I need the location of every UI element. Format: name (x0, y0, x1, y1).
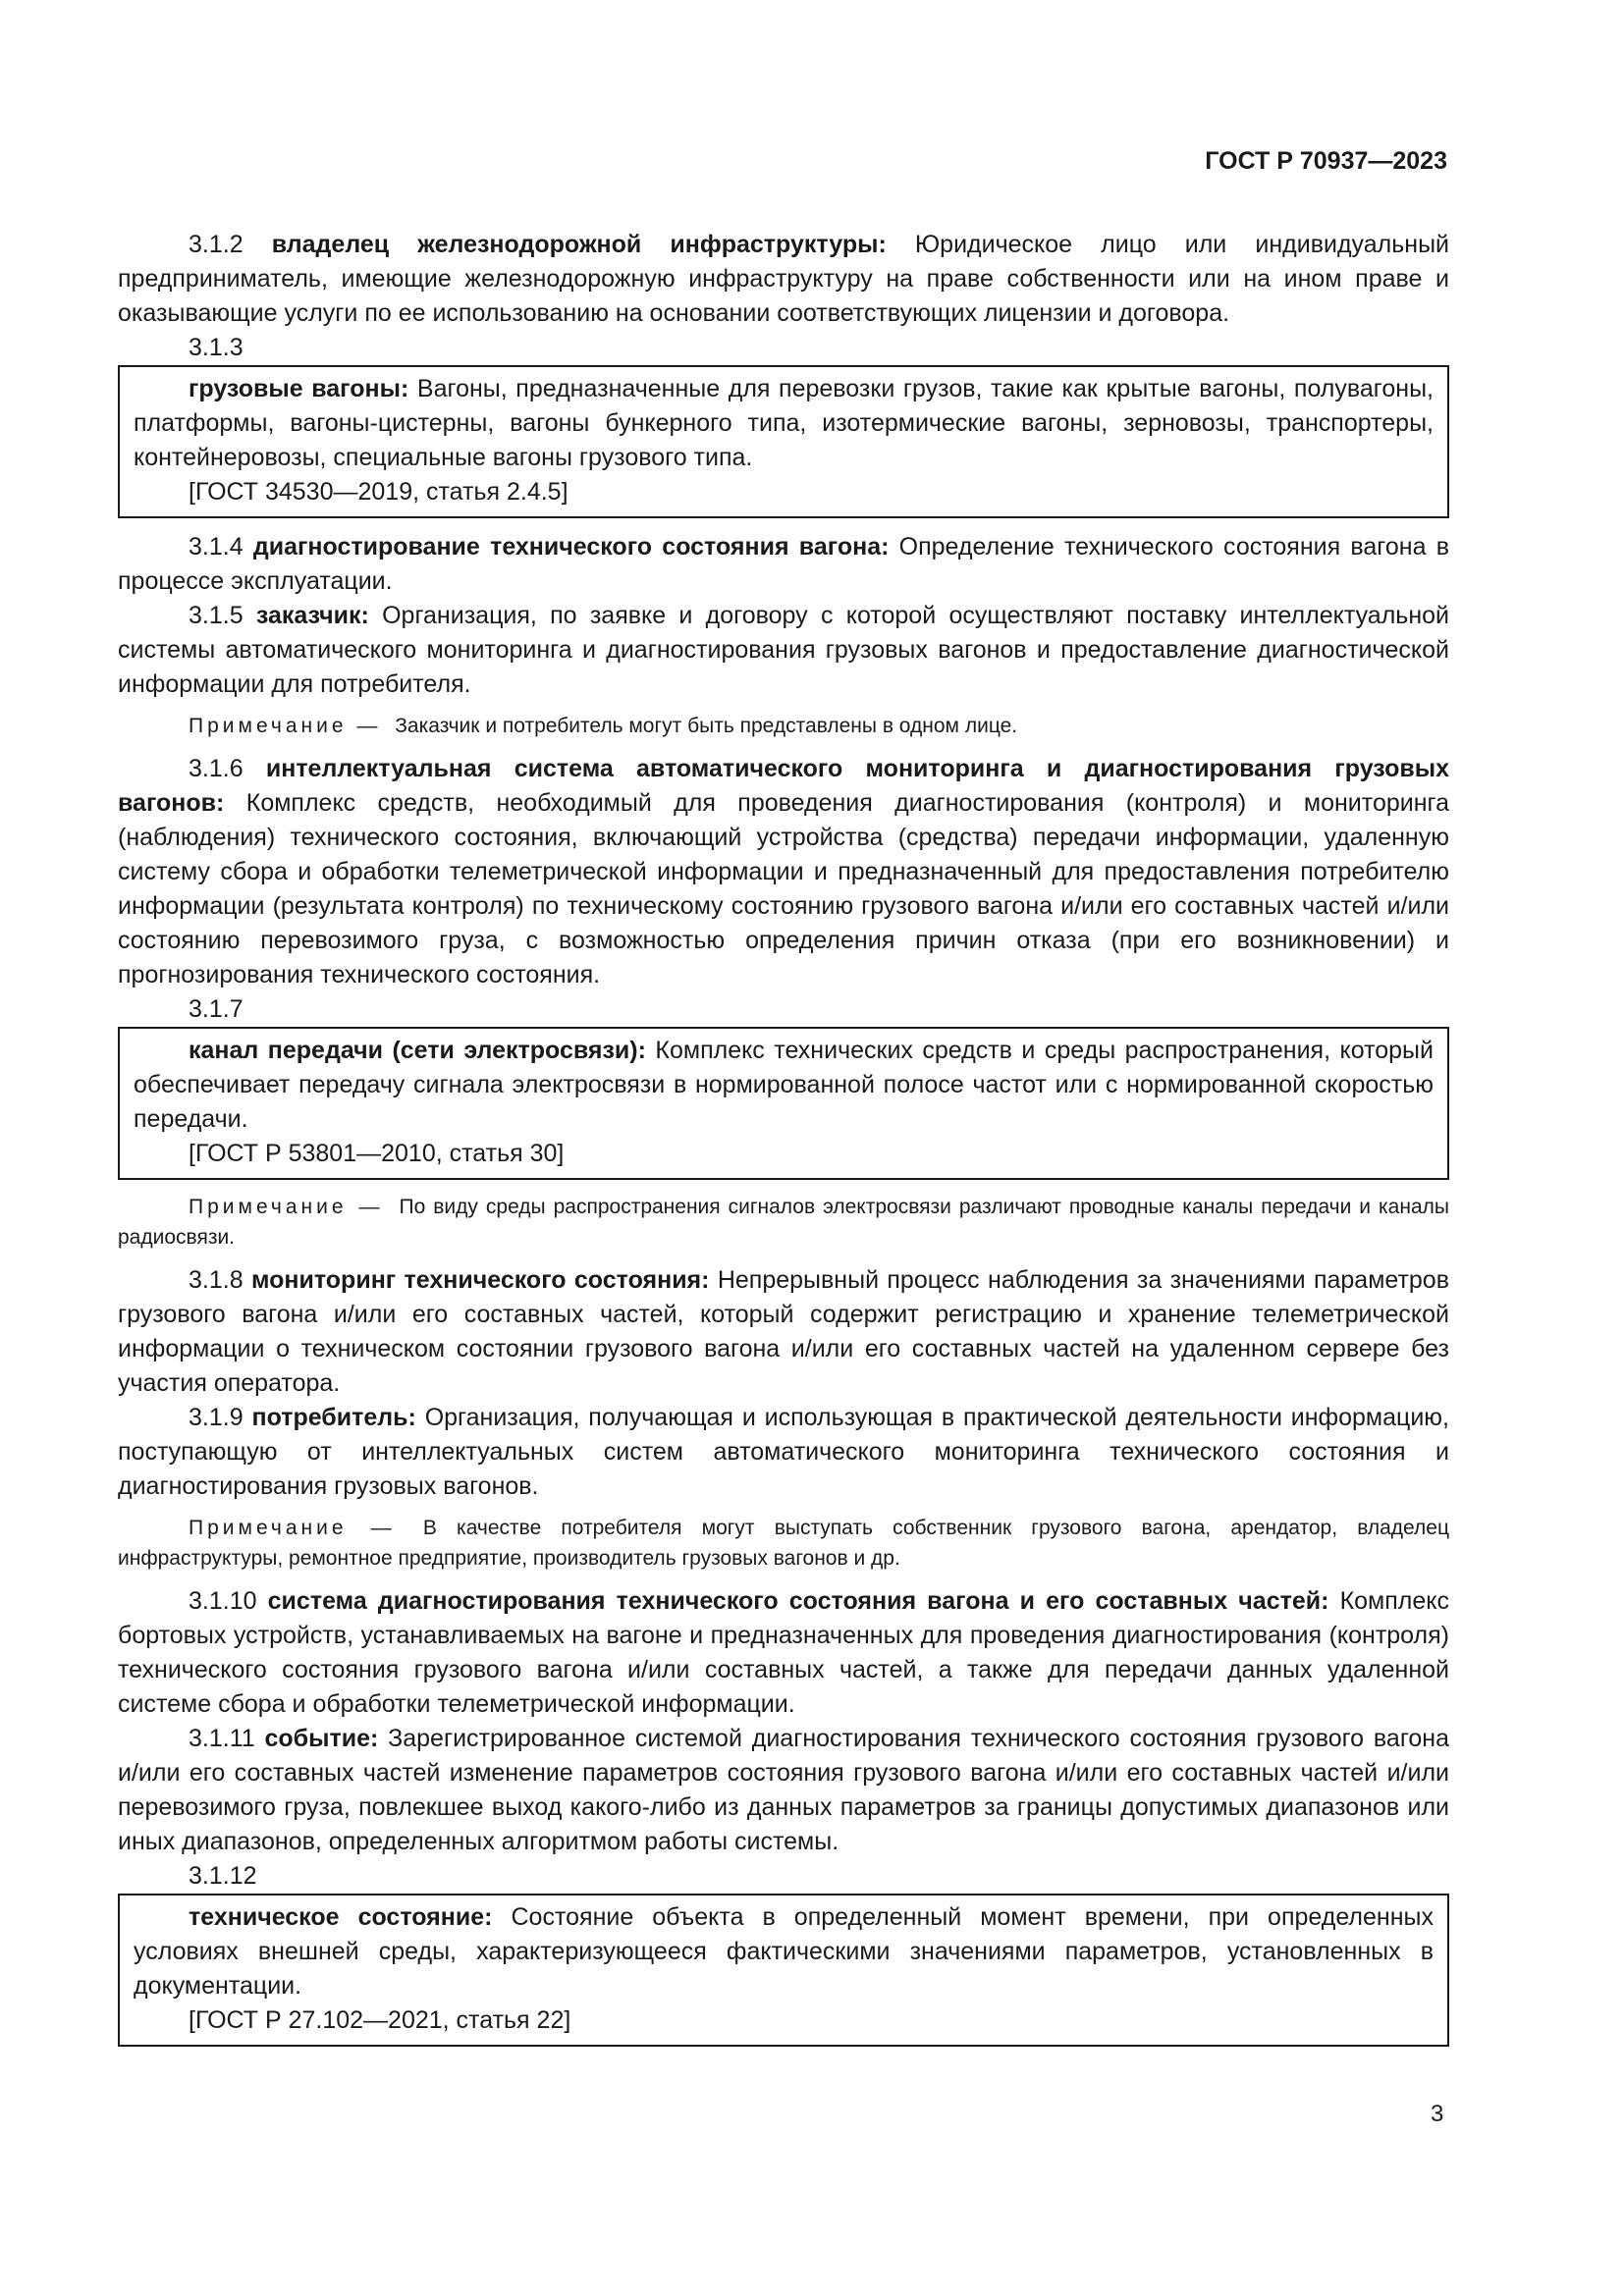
note-label: Примечание — (189, 1517, 396, 1539)
term-3-1-4 (118, 530, 1449, 599)
term-number: 3.1.5 (189, 602, 244, 629)
note-label: Примечание — (189, 715, 382, 737)
term-title: канал передачи (сети электросвязи): (189, 1037, 646, 1064)
term-number: 3.1.8 (189, 1266, 244, 1294)
term-definition: Вагоны, предназначенные для перевозки грузов, такие как крытые вагоны, полувагоны, платформы, вагоны-цистерны, вагоны бункерного типа, изотермические вагоны, зерновозы, транспортеры, контейнеровозы, специальные вагоны грузового типа. (134, 375, 1434, 471)
term-title: заказчик: (255, 602, 369, 629)
note-text: По виду среды распространения сигналов электросвязи различают проводные каналы передачи и каналы радиосвязи. (118, 1196, 1449, 1249)
term-definition: Организация, по заявке и договору с которой осуществляют поставку интеллектуальной системы автоматического мониторинга и диагностирования грузовых вагонов и предоставление диагностической информации для потребителя. (118, 602, 1449, 698)
page-number: 3 (1431, 2101, 1444, 2127)
term-number: 3.1.4 (189, 533, 244, 561)
term-title: диагностирование технического состояния вагона: (252, 533, 890, 561)
quoted-term-3-1-3 (134, 372, 1434, 475)
term-3-1-11 (118, 1722, 1449, 1859)
term-3-1-6 (118, 752, 1449, 992)
main-content (118, 228, 1449, 2058)
note-3 (118, 1513, 1449, 1574)
note-1 (118, 711, 1449, 741)
term-title: событие: (264, 1725, 379, 1752)
term-source: [ГОСТ Р 27.102—2021, статья 22] (189, 2006, 571, 2034)
term-definition: Зарегистрированное системой диагностирования технического состояния грузового вагона и/или его составных частей изменение параметров состояния грузового вагона и/или его составных частей и/или перевозимого груза, повлекшее выход какого-либо из данных параметров за границы допустимых диапазонов или иных диапазонов, определенных алгоритмом работы системы. (118, 1725, 1450, 1855)
term-definition: Определение технического состояния вагона в процессе эксплуатации. (118, 533, 1449, 595)
term-title: техническое состояние: (189, 1903, 493, 1931)
term-number-3-1-7: 3.1.7 (189, 995, 244, 1023)
term-definition: Комплекс средств, необходимый для проведения диагностирования (контроля) и мониторинга (наблюдения) технического состояния, включающий устройства (средства) передачи информации, удаленную систему сбора и обработки телеметрической информации и предназначенный для предоставления потребителю информации (результата контроля) по техническому состоянию грузового вагона и/или его составных частей и/или состоянию перевозимого груза, с возможностью определения причин отказа (при его возникновении) и прогнозирования технического состояния. (118, 789, 1449, 988)
term-title: грузовые вагоны: (189, 375, 409, 402)
standard-code: ГОСТ Р 70937—2023 (1205, 147, 1447, 175)
term-title: владелец железнодорожной инфраструктуры: (271, 231, 887, 258)
term-3-1-5 (118, 599, 1449, 702)
term-3-1-8 (118, 1263, 1449, 1401)
term-definition: Непрерывный процесс наблюдения за значениями параметров грузового вагона и/или его составных частей, который содержит регистрацию и хранение телеметрической информации о техническом состоянии грузового вагона и/или его составных частей на удаленном сервере без участия оператора. (118, 1266, 1449, 1397)
quoted-term-3-1-12 (134, 1900, 1434, 2003)
term-title: потребитель: (251, 1404, 416, 1431)
term-definition: Юридическое лицо или индивидуальный предприниматель, имеющие железнодорожную инфраструктуру на праве собственности или на ином праве и оказывающие услуги по ее использованию на основании соответствующих лицензии и договора. (118, 231, 1450, 327)
term-number-3-1-12: 3.1.12 (189, 1862, 257, 1890)
term-title: мониторинг технического состояния: (250, 1266, 710, 1294)
note-label: Примечание — (189, 1196, 384, 1218)
term-3-1-2 (118, 228, 1449, 331)
quoted-term-box-3-1-7 (118, 1027, 1449, 1180)
quoted-term-3-1-7 (134, 1034, 1434, 1137)
note-2 (118, 1192, 1449, 1253)
term-source: [ГОСТ 34530—2019, статья 2.4.5] (189, 478, 568, 506)
term-definition: Комплекс технических средств и среды распространения, который обеспечивает передачу сигнала электросвязи в нормированной полосе частот или с нормированной скоростью передачи. (134, 1037, 1434, 1133)
term-title: система диагностирования технического состояния вагона и его составных частей: (267, 1587, 1329, 1615)
term-number: 3.1.6 (189, 755, 244, 782)
quoted-term-box-3-1-3 (118, 365, 1449, 518)
term-source: [ГОСТ Р 53801—2010, статья 30] (189, 1140, 565, 1167)
term-definition: Организация, получающая и использующая в практической деятельности информацию, поступающую от интеллектуальных систем автоматического мониторинга технического состояния и диагностирования грузовых вагонов. (118, 1404, 1449, 1500)
term-number: 3.1.2 (189, 231, 244, 258)
term-definition: Состояние объекта в определенный момент времени, при определенных условиях внешней среды, характеризующееся фактическими значениями параметров, установленных в документации. (134, 1903, 1434, 2000)
quoted-term-box-3-1-12 (118, 1894, 1449, 2047)
term-number-3-1-3: 3.1.3 (189, 334, 244, 361)
term-3-1-9 (118, 1401, 1449, 1504)
term-number: 3.1.11 (189, 1725, 255, 1752)
note-text: Заказчик и потребитель могут быть представлены в одном лице. (395, 715, 1018, 737)
term-definition: Комплекс бортовых устройств, устанавливаемых на вагоне и предназначенных для проведения диагностирования (контроля) технического состояния грузового вагона и/или составных частей, а также для передачи данных удаленной системе сбора и обработки телеметрической информации. (118, 1587, 1449, 1718)
term-number: 3.1.9 (189, 1404, 244, 1431)
term-number: 3.1.10 (189, 1587, 257, 1615)
term-title: интеллектуальная система автоматического мониторинга и диагностирования грузовых вагонов: (118, 755, 1449, 817)
note-text: В качестве потребителя могут выступать собственник грузового вагона, арендатор, владелец инфраструктуры, ремонтное предприятие, производитель грузовых вагонов и др. (118, 1517, 1449, 1570)
term-3-1-10 (118, 1584, 1449, 1722)
